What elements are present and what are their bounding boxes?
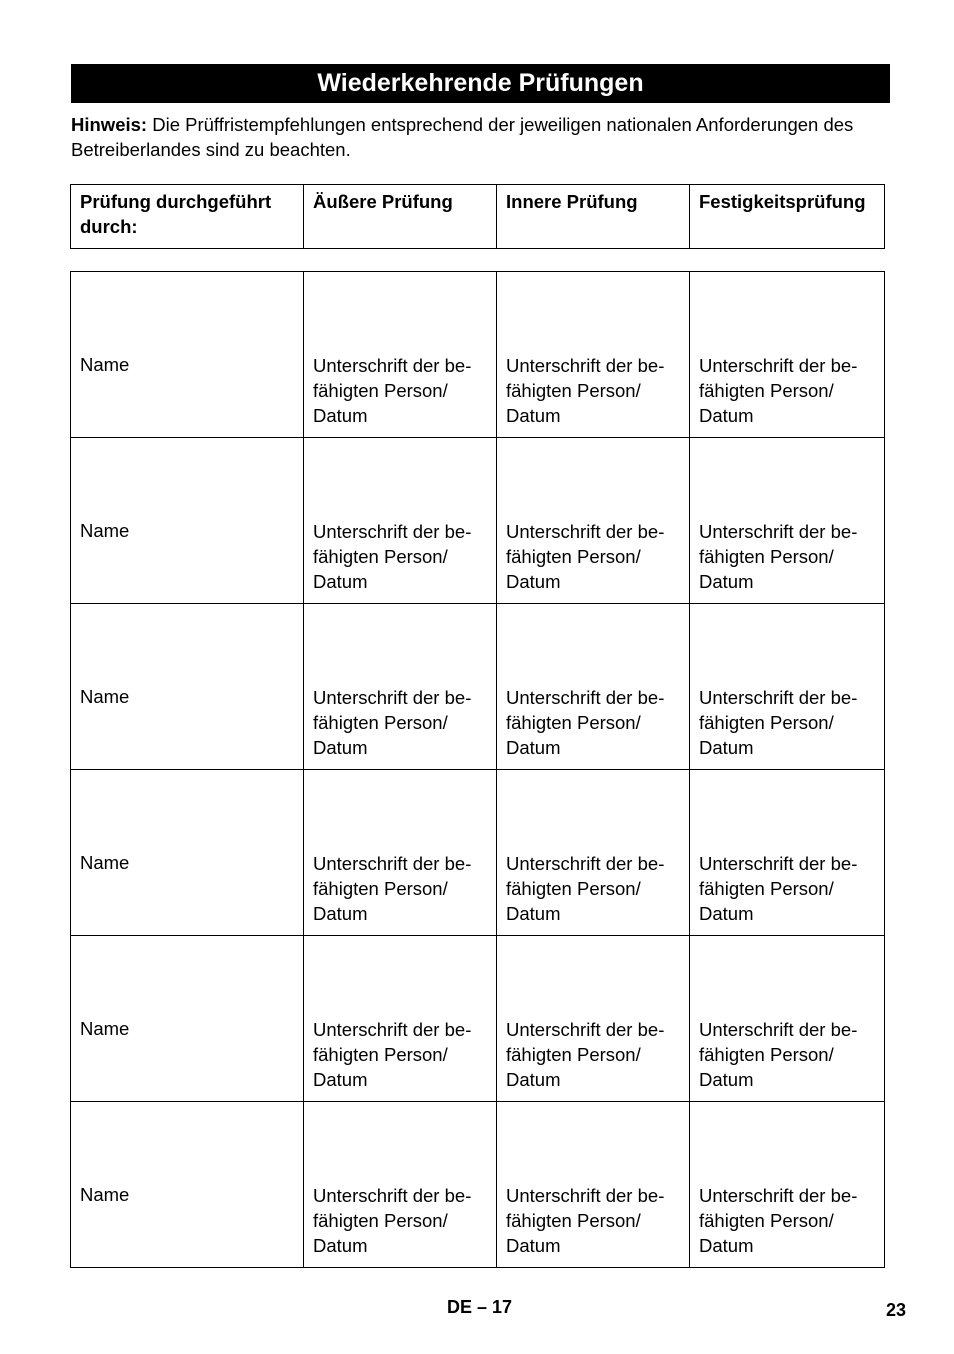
signature-cell-internal: Unterschrift der befähigten Person/ Datum xyxy=(497,272,690,438)
header-table xyxy=(70,184,885,249)
header-internal-inspection: Innere Prüfung xyxy=(497,185,690,249)
signature-cell-strength: Unterschrift der befähigten Person/ Datum xyxy=(690,770,885,936)
name-cell: Name xyxy=(71,770,304,936)
signature-cell-internal: Unterschrift der befähigten Person/ Datum xyxy=(497,604,690,770)
signature-cell-internal: Unterschrift der befähigten Person/ Datum xyxy=(497,770,690,936)
header-performed-by: Prüfung durchgeführt durch: xyxy=(71,185,304,249)
table-row xyxy=(71,438,885,604)
signature-cell-strength: Unterschrift der befähigten Person/ Datum xyxy=(690,272,885,438)
signature-cell-external: Unterschrift der befähigten Person/ Datum xyxy=(304,1102,497,1268)
table-row xyxy=(71,272,885,438)
note-label: Hinweis: xyxy=(71,114,148,135)
signature-cell-external: Unterschrift der befähigten Person/ Datum xyxy=(304,936,497,1102)
footer-page-number: 23 xyxy=(885,1300,906,1320)
signature-cell-external: Unterschrift der befähigten Person/ Datum xyxy=(304,438,497,604)
name-cell: Name xyxy=(71,1102,304,1268)
table-row xyxy=(71,936,885,1102)
signature-cell-internal: Unterschrift der befähigten Person/ Datum xyxy=(497,438,690,604)
name-cell: Name xyxy=(71,438,304,604)
signature-cell-strength: Unterschrift der befähigten Person/ Datum xyxy=(690,438,885,604)
note-text: Die Prüffristempfehlungen entsprechend der jeweiligen nationalen Anforderungen des Betreiberlandes sind zu beachten. xyxy=(71,114,854,160)
signature-cell-external: Unterschrift der befähigten Person/ Datum xyxy=(304,770,497,936)
table-row xyxy=(71,1102,885,1268)
header-strength-test: Festigkeitsprüfung xyxy=(690,185,885,249)
footer-language-page: DE – 17 xyxy=(447,1297,513,1317)
header-external-inspection: Äußere Prüfung xyxy=(304,185,497,249)
name-cell: Name xyxy=(71,604,304,770)
signature-cell-internal: Unterschrift der befähigten Person/ Datum xyxy=(497,1102,690,1268)
signature-cell-external: Unterschrift der befähigten Person/ Datum xyxy=(304,604,497,770)
table-row xyxy=(71,770,885,936)
name-cell: Name xyxy=(71,936,304,1102)
note-paragraph xyxy=(71,112,883,162)
header-row xyxy=(71,185,885,249)
signature-cell-internal: Unterschrift der befähigten Person/ Datum xyxy=(497,936,690,1102)
signature-table xyxy=(70,271,885,1268)
signature-cell-strength: Unterschrift der befähigten Person/ Datum xyxy=(690,604,885,770)
name-cell: Name xyxy=(71,272,304,438)
signature-cell-strength: Unterschrift der befähigten Person/ Datum xyxy=(690,1102,885,1268)
signature-cell-strength: Unterschrift der befähigten Person/ Datum xyxy=(690,936,885,1102)
page-title: Wiederkehrende Prüfungen xyxy=(71,64,890,103)
signature-cell-external: Unterschrift der befähigten Person/ Datum xyxy=(304,272,497,438)
table-row xyxy=(71,604,885,770)
